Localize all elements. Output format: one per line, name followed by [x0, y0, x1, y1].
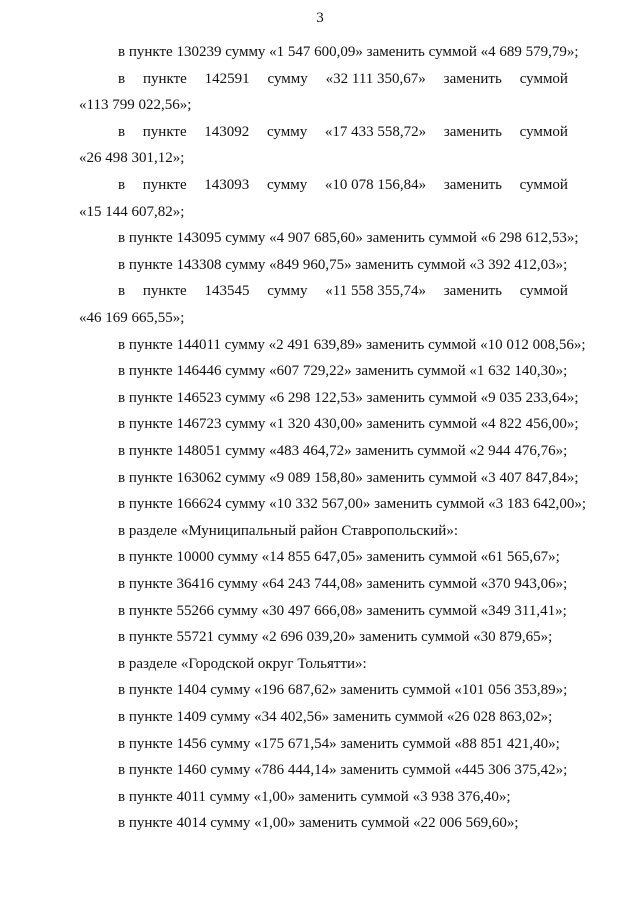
word: заменить — [443, 124, 502, 140]
text-line: в пункте 4014 сумму «1,00» заменить суммой «22 006 569,60»; — [118, 815, 519, 831]
word: 143545 — [204, 283, 250, 299]
justified-line — [118, 123, 568, 141]
text-line: в пункте 1456 сумму «175 671,54» заменить суммой «88 851 421,40»; — [118, 736, 560, 752]
text-line: в пункте 146523 сумму «6 298 122,53» заменить суммой «9 035 233,64»; — [118, 390, 579, 406]
word: суммой — [519, 177, 568, 193]
word: пункте — [142, 71, 187, 87]
word: сумму — [266, 177, 308, 193]
text-line: в пункте 166624 сумму «10 332 567,00» заменить суммой «3 183 642,00»; — [118, 496, 587, 512]
continuation-line: «15 144 607,82»; — [79, 204, 185, 220]
page-number: 3 — [316, 10, 324, 26]
word: «10 078 156,84» — [324, 177, 427, 193]
continuation-line: «113 799 022,56»; — [79, 97, 192, 113]
text-line: в пункте 10000 сумму «14 855 647,05» заменить суммой «61 565,67»; — [118, 549, 560, 565]
text-line: в пункте 1409 сумму «34 402,56» заменить суммой «26 028 863,02»; — [118, 709, 553, 725]
text-line: в пункте 163062 сумму «9 089 158,80» заменить суммой «3 407 847,84»; — [118, 470, 579, 486]
word: 142591 — [204, 71, 250, 87]
word: «32 111 350,67» — [325, 71, 426, 87]
word: заменить — [443, 283, 502, 299]
word: пункте — [142, 124, 187, 140]
word: в — [118, 283, 126, 299]
word: заменить — [443, 71, 502, 87]
text-line: в пункте 1404 сумму «196 687,62» заменить суммой «101 056 353,89»; — [118, 682, 568, 698]
word: в — [118, 71, 126, 87]
text-line: в пункте 146723 сумму «1 320 430,00» заменить суммой «4 822 456,00»; — [118, 416, 579, 432]
text-line: в пункте 55266 сумму «30 497 666,08» заменить суммой «349 311,41»; — [118, 603, 567, 619]
text-line: в пункте 36416 сумму «64 243 744,08» заменить суммой «370 943,06»; — [118, 576, 568, 592]
text-line: в пункте 130239 сумму «1 547 600,09» заменить суммой «4 689 579,79»; — [118, 44, 579, 60]
text-line: в пункте 4011 сумму «1,00» заменить суммой «3 938 376,40»; — [118, 789, 511, 805]
word: пункте — [142, 283, 187, 299]
text-line: в пункте 148051 сумму «483 464,72» заменить суммой «2 944 476,76»; — [118, 443, 568, 459]
text-line: в пункте 1460 сумму «786 444,14» заменить суммой «445 306 375,42»; — [118, 762, 568, 778]
text-line: в пункте 146446 сумму «607 729,22» заменить суммой «1 632 140,30»; — [118, 363, 568, 379]
word: суммой — [519, 71, 568, 87]
word: «11 558 355,74» — [325, 283, 426, 299]
word: сумму — [267, 71, 308, 87]
word: 143093 — [204, 177, 250, 193]
word: в — [118, 124, 126, 140]
word: сумму — [267, 283, 308, 299]
word: суммой — [519, 124, 568, 140]
justified-line — [118, 176, 568, 194]
text-line: в пункте 143095 сумму «4 907 685,60» заменить суммой «6 298 612,53»; — [118, 230, 579, 246]
justified-line — [118, 70, 568, 88]
word: пункте — [142, 177, 187, 193]
text-line: в разделе «Муниципальный район Ставропольский»: — [118, 523, 458, 539]
word: в — [118, 177, 126, 193]
text-line: в пункте 143308 сумму «849 960,75» заменить суммой «3 392 412,03»; — [118, 257, 568, 273]
text-line: в разделе «Городской округ Тольятти»: — [118, 656, 367, 672]
text-line: в пункте 55721 сумму «2 696 039,20» заменить суммой «30 879,65»; — [118, 629, 553, 645]
continuation-line: «26 498 301,12»; — [79, 150, 185, 166]
justified-line — [118, 282, 568, 300]
word: сумму — [266, 124, 308, 140]
continuation-line: «46 169 665,55»; — [79, 310, 185, 326]
word: «17 433 558,72» — [324, 124, 427, 140]
text-line: в пункте 144011 сумму «2 491 639,89» заменить суммой «10 012 008,56»; — [118, 337, 586, 353]
word: 143092 — [204, 124, 250, 140]
word: заменить — [443, 177, 502, 193]
word: суммой — [519, 283, 568, 299]
